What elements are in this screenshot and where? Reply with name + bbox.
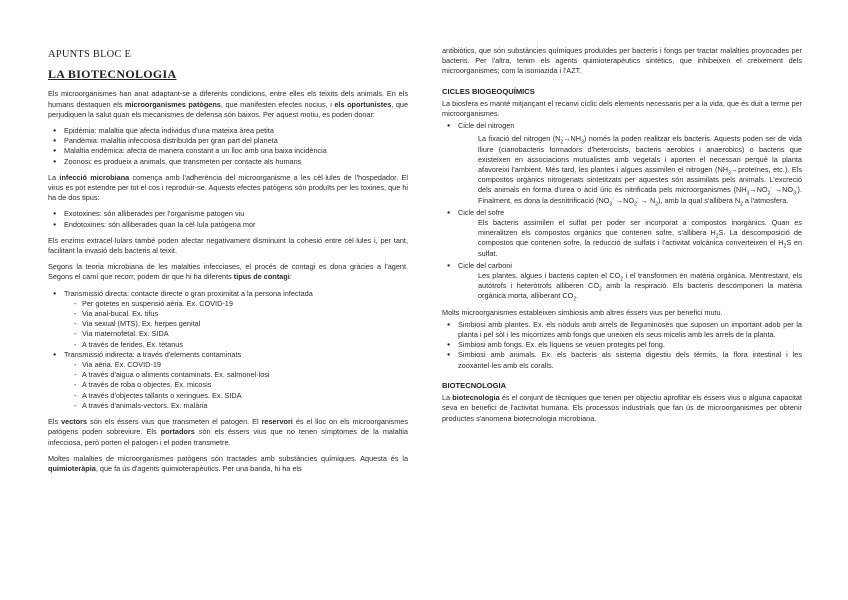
list-item: - Via sexual (MTS). Ex. herpes genital bbox=[74, 319, 408, 329]
direct-transmission-list bbox=[64, 299, 408, 350]
list-item: ● Pandèmia: malaltia infecciosa distribuïda per gran part del planeta bbox=[48, 136, 408, 146]
list-item: ● Simbiosi amb fongs. Ex. els líquens se veuen protegits pel fong. bbox=[442, 340, 802, 350]
sulfur-cycle-label: Cicle del sofre bbox=[458, 207, 505, 217]
document-title: LA BIOTECNOLOGIA bbox=[48, 67, 177, 82]
carbon-cycle-text: Les plantes, algues i bacteris capten el $CO_2$ i el transformen en matèria orgànica. Mentrestant, els autòtrofs i heteròtrofs alliberen $CO_2$ amb la respiració. Els bacteris descomponen la matèria orgànica morta, alliberant $CO_2$. bbox=[478, 271, 802, 303]
list-item: ● Exotoxines: són alliberades per l'organisme patogen viu bbox=[48, 209, 408, 219]
cycles-list bbox=[442, 121, 802, 131]
nitrogen-cycle-text: La fixació del nitrogen $(N_2\to NH_3)$ només la poden realitzar els bacteris. Aquests poden ser de vida lliure (cianobacteris formadors d'heterocists, bacteris aerobics i anaerobics) o bacteris que existeixen en associacions mutualistes amb vegetals i aporten el necessari perquè la planta afavoreixi l'ambient. Més tard, les plantes i algues assimilen el nitrogen ($NH_3\to proteïnes$, etc.). Els compostos orgànics nitrogenats sintetitzats per aquestes són assimilats pels animals. L'excreció dels animals en forma d'urea o àcid úric és nitrificada pels microorganismes $(NH_3\to NO_2^- \to NO_3^-)$. Finalment, es dona la desnitrificació $(NO_3^- \to NO_2^- \to N_2)$, amb la qual s'allibera $N_2$ a l'atmosfera. bbox=[478, 134, 802, 208]
direct-transmission-label: Transmissió directa: contacte directe o gran proximitat a la persona infectada bbox=[64, 288, 313, 298]
infection-paragraph: La infecció microbiana comença amb l'adherència del microorganisme a les cèl·lules de l'hospedador. El virus es pot estendre per tot el cos i reproduir-se. Aquests efectes patògens són produïts per les toxines, que hi ha de dos tipus: bbox=[48, 172, 409, 203]
sulfur-cycle-text: Els bacteris assimilen el sulfat per poder ser incorporat a compostos inorgànics. Quan es mineralitzen els compostos orgànics que contenen sofre, s'allibera $H_2S$. La descomposició de compostos que contenen sofre, la reducció de sulfats i l'activitat volcànica converteixen el $H_2S$ en sulfat. bbox=[478, 218, 803, 258]
chemotherapy-paragraph: Moltes malalties de microorganismes patògens són tractades amb substàncies químiques. Aquesta és la quimioteràpia, que fa ús d'agents quimioterapèutics. Per una banda, hi ha els bbox=[48, 453, 408, 473]
list-item: - A través d'animals-vectors. Ex. malària bbox=[74, 401, 408, 411]
list-item: - A través d'objectes tallants o xeringues. Ex. SIDA bbox=[74, 391, 408, 401]
intro-paragraph: Els microorganismes han anat adaptant-se a diferents condicions, entre elles els teixits dels animals. En els humans destaquen els microorganismes patògens, que manifesten efectes nocius, i els oportunistes, que perjudiquen la salut quan els mecanismes de defensa són baixos. Per aquest motiu, es poden donar: bbox=[48, 89, 409, 119]
document-label: APUNTS BLOC E bbox=[48, 49, 132, 60]
cycles-heading: CICLES BIOGEOQUÍMICS bbox=[442, 86, 535, 96]
symbiosis-intro: Molts microorganismes estableixen simbiosis amb altres éssers vius per benefici mutu. bbox=[442, 307, 723, 317]
carbon-cycle-label: Cicle del carboni bbox=[458, 260, 512, 270]
list-item: - Per gotetes en suspensió aèria. Ex. COVID-19 bbox=[74, 299, 408, 309]
antibiotics-paragraph: antibiòtics, que són substàncies químiques produïdes per bacteris i fongs per tractar malalties provocades per bacteris. Per l'altra, tenim els agents quimioterapèutics sintètics, que inhibeixen el creixement dels microorganismes; com la isoniazida i l'AZT. bbox=[442, 46, 802, 76]
theory-paragraph: Segons la teoria microbiana de les malalties infeccioses, el procés de contagi es dona gràcies a l'agent. Segons el camí que recorr, podem dir que hi ha diferents tipus de contagi: bbox=[48, 262, 408, 282]
left-column bbox=[48, 50, 408, 480]
biotech-heading: BIOTECNOLOGIA bbox=[442, 380, 507, 390]
list-item: - A través de roba o objectes. Ex. micosis bbox=[74, 380, 408, 390]
list-item: ● Simbiosi amb animals. Ex. els bacteris als sistema digestiu dels tèrmits, la flora intestinal i les zooxantel·les amb els coralls. bbox=[442, 350, 802, 370]
list-item: - Via anal-bucal. Ex. tifus bbox=[74, 309, 408, 319]
list-item: ● Epidèmia: malaltia que afecta individus d'una mateixa àrea petita bbox=[48, 126, 408, 136]
list-item bbox=[442, 208, 802, 218]
list-item: ● Malaltia endèmica: afecta de manera constant a un lloc amb una baixa incidència bbox=[48, 146, 408, 156]
vectors-paragraph: Els vectors són els éssers vius que transmeten el patogen. El reservori és el lloc on els microorganismes patògens poden sobreviure. Els portadors són els éssers vius que no tenen símptomes de la malaltia infecciosa, però porten el patogen i el poden transmetre. bbox=[48, 417, 408, 447]
carbon-list bbox=[442, 261, 802, 271]
symbiosis-list bbox=[442, 320, 802, 371]
list-item: - Via aèria. Ex. COVID-19 bbox=[74, 360, 408, 370]
list-item bbox=[442, 121, 802, 131]
cycles-intro: La biosfera es manté mitjançant el recanvi cíclic dels elements necessaris per a la vida, que és duit a terme per microorganismes. bbox=[442, 98, 802, 119]
list-item bbox=[442, 261, 802, 271]
sulfur-list bbox=[442, 208, 802, 218]
indirect-transmission-label: Transmissió indirecta: a través d'elements contaminats bbox=[64, 349, 242, 359]
list-item bbox=[48, 289, 408, 350]
list-item: ● Simbiosi amb plantes. Ex. els nòduls amb arrels de lleguminoses que suposen un important adob per la planta i pel sòl i les micorrizes amb fongs que uneixen els seus micelis amb les arrels de la planta. bbox=[442, 320, 802, 340]
contagion-list bbox=[48, 289, 408, 411]
enzymes-paragraph: Els enzims extracel·lulars també poden afectar negativament disminuint la cohesió entre cèl·lules i, per tant, facilitant la invasió dels bacteris al teixit. bbox=[48, 235, 408, 256]
biotech-paragraph: La biotecnologia és el conjunt de tècniques que tenen per objectiu aprofitar els éssers vius o alguna capacitat seva en benefici de l'activitat humana. Els processos industrials que fan ús de microorganismes per obtenir productes s'anomena biotecnologia microbiana. bbox=[442, 393, 802, 423]
list-item: - A través de ferides. Ex. tètanus bbox=[74, 340, 408, 350]
indirect-transmission-list bbox=[64, 360, 408, 411]
list-item: - A través d'aigua o aliments contaminats. Ex. salmonel·losi bbox=[74, 370, 408, 380]
disease-list bbox=[48, 126, 408, 167]
list-item: ● Endotoxines: són alliberades quan la cèl·lula patògena mor bbox=[48, 220, 408, 230]
nitrogen-cycle-label: Cicle del nitrogen bbox=[458, 121, 515, 131]
list-item: - Via maternofetal. Ex. SIDA bbox=[74, 329, 408, 339]
list-item: ● Zoonosi: es produeix a animals, que transmeten per contacte als humans bbox=[48, 157, 408, 167]
right-column bbox=[442, 46, 802, 430]
list-item bbox=[48, 350, 408, 411]
toxin-list bbox=[48, 209, 408, 229]
